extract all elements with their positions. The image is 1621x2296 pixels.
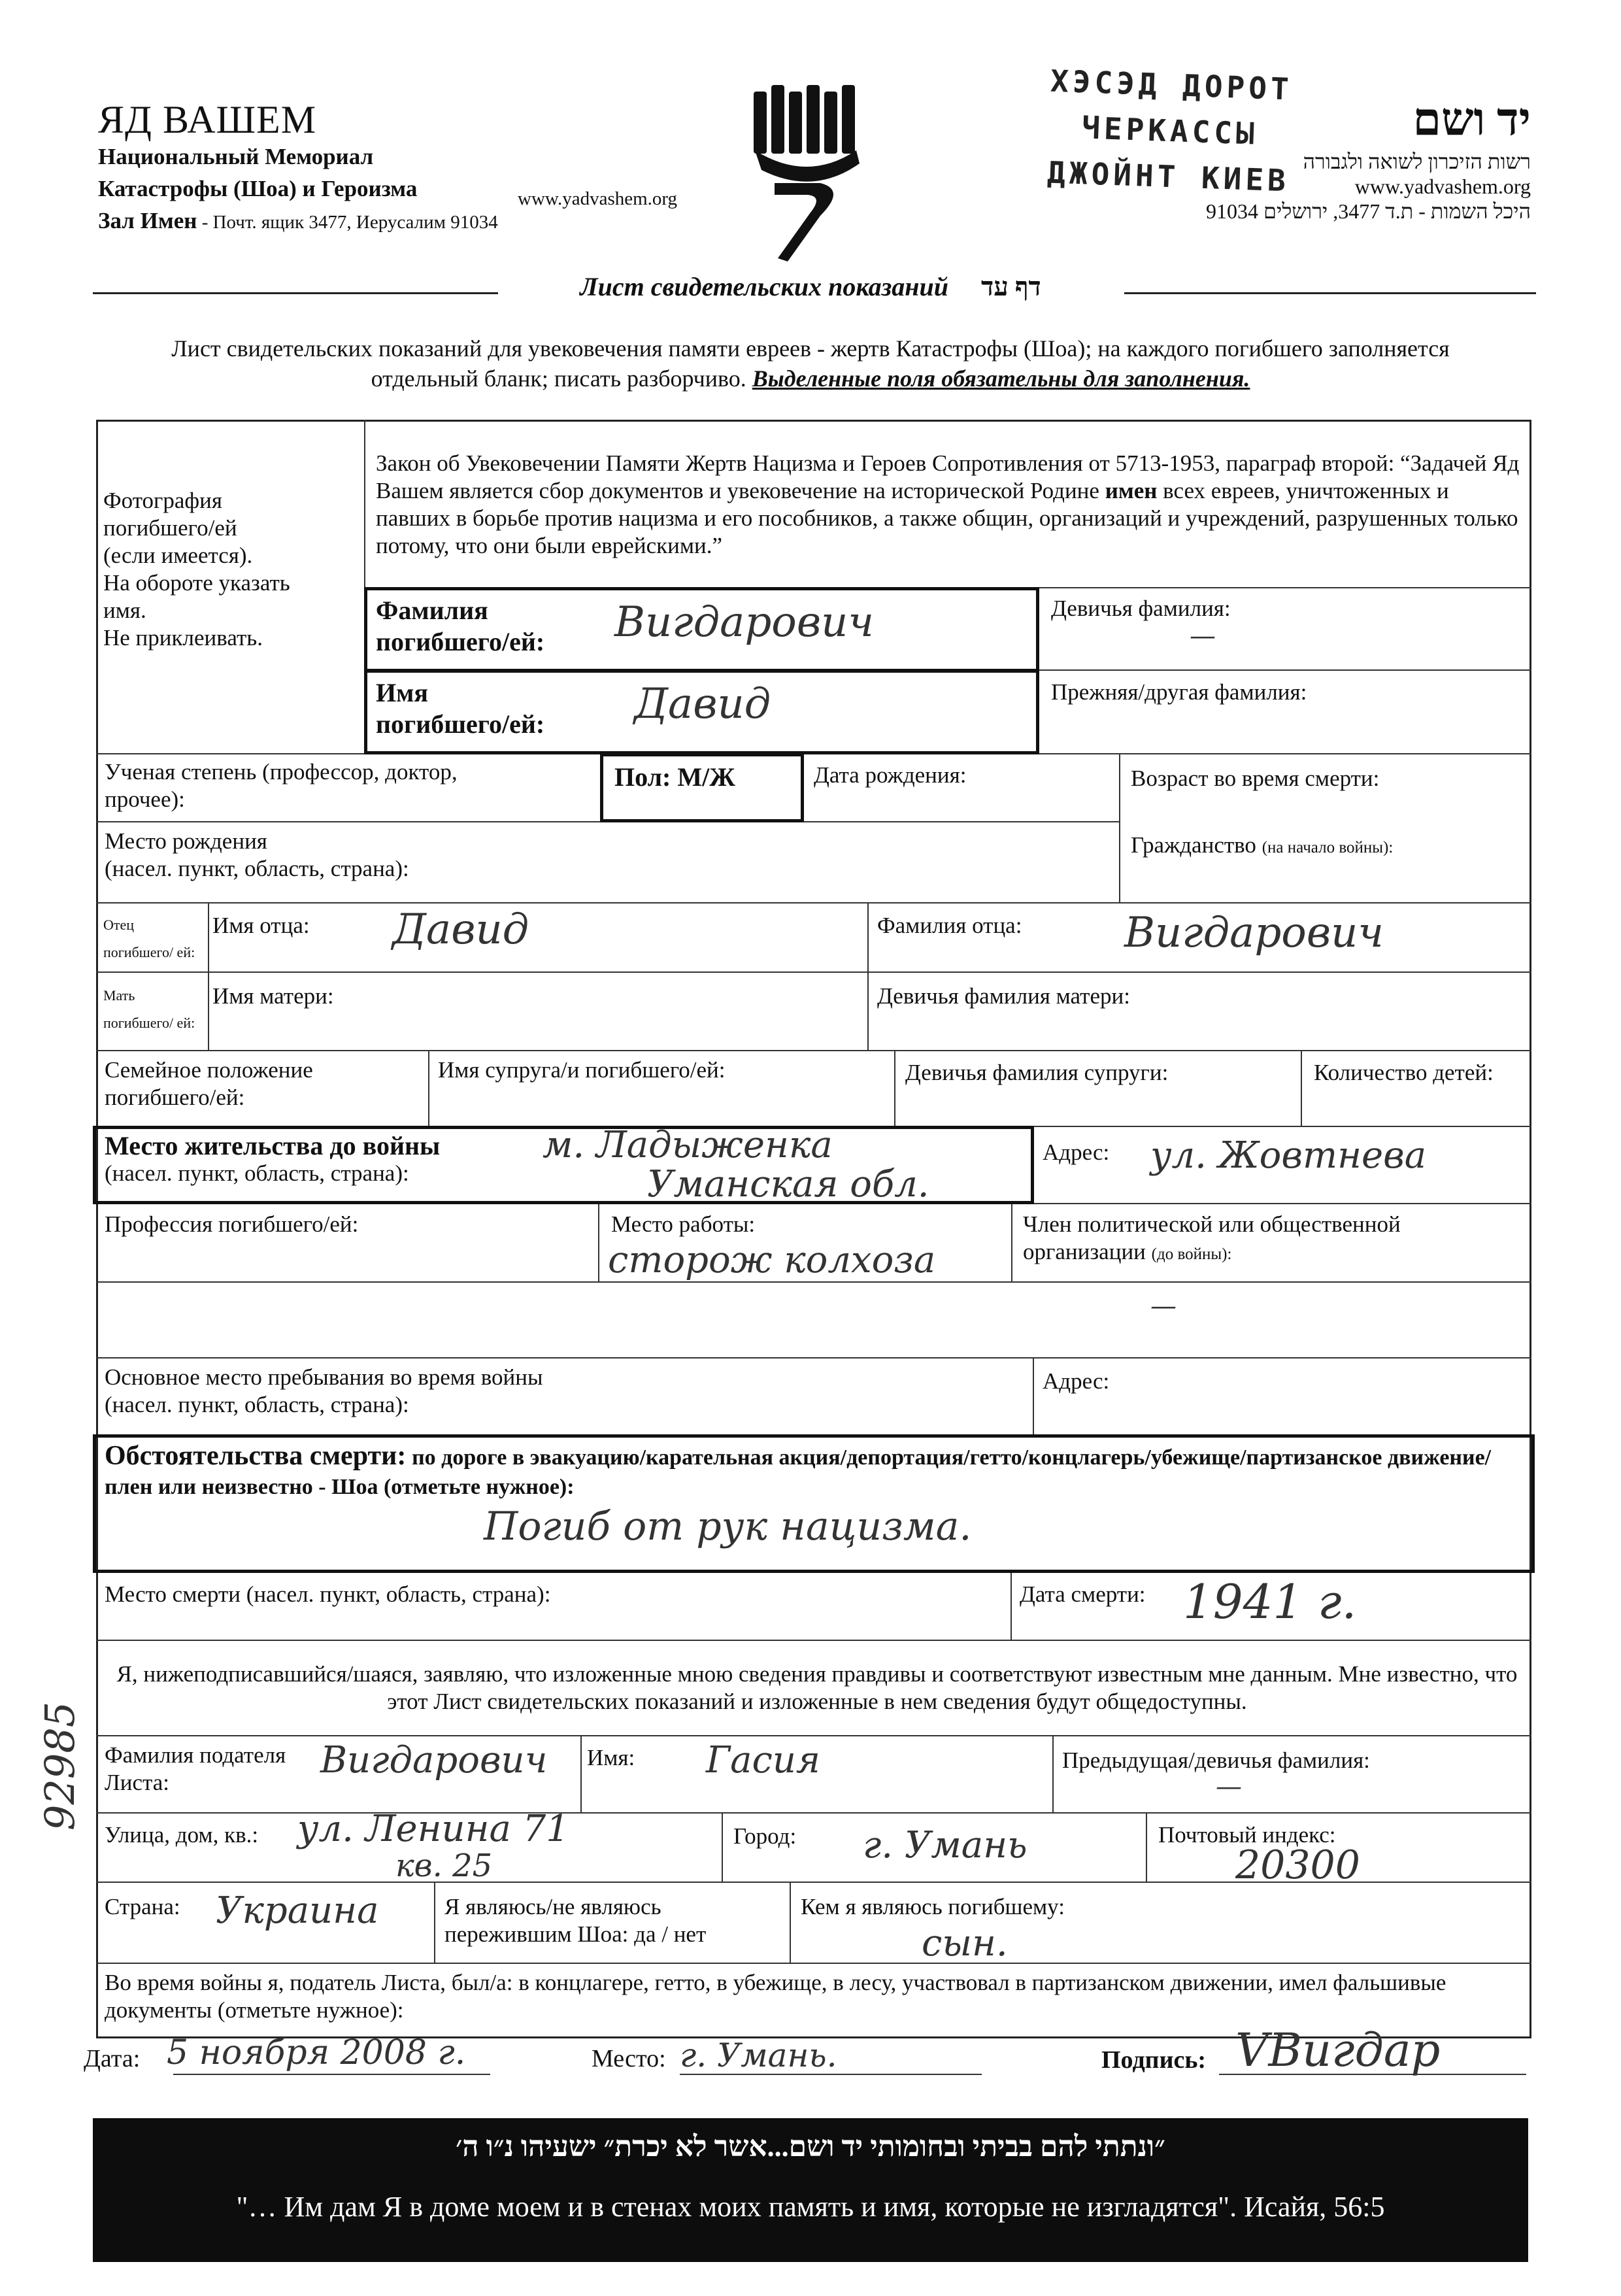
grid-line: [434, 1882, 435, 1963]
relation-value[interactable]: сын.: [922, 1922, 1008, 1965]
relation-label: Кем я являюсь погибшему:: [801, 1894, 1065, 1919]
death-circ-title: Обстоятельства смерти:: [105, 1441, 407, 1471]
war-address-label: Адрес:: [1043, 1368, 1110, 1394]
grid-line: [208, 902, 209, 1050]
survivor-label[interactable]: Я являюсь/не являюсь пережившим Шоа: да / нет: [444, 1894, 707, 1947]
submitter-surname-label: Фамилия подателя Листа:: [105, 1742, 286, 1795]
submitter-name-value[interactable]: Гасия: [706, 1739, 820, 1781]
other-surname-label: Прежняя/другая фамилия:: [1051, 679, 1307, 705]
law-text: [376, 450, 1520, 560]
country-label: Страна:: [105, 1894, 180, 1919]
law-text-part: всех евреев, уничтоженных и павших в борьбе против нацизма и его пособников, а также общин, организаций и учреждений, разрушенных только потому, что они были еврейскими.”: [376, 478, 1518, 558]
age-label: Возраст во время смерти:: [1131, 766, 1380, 791]
mother-maiden-label: Девичья фамилия матери:: [877, 983, 1130, 1009]
place-label: Место:: [592, 2045, 666, 2072]
mother-side-text: Мать погибшего/ ей:: [103, 987, 195, 1031]
name-value[interactable]: Давид: [634, 680, 771, 728]
death-date-label: Дата смерти:: [1020, 1581, 1146, 1607]
death-place-label: Место смерти (насел. пункт, область, страна):: [105, 1581, 551, 1607]
yad-vashem-logo-icon: [748, 85, 869, 262]
declaration-text: Я, нижеподписавшийся/шаяся, заявляю, что изложенные мною сведения правдивы и соответствуют известным мне данным. Мне известно, что этот Лист свидетельских показаний и изложенные в нем сведения будут общедоступны.: [116, 1661, 1518, 1714]
mother-name-label: Имя матери:: [212, 983, 334, 1009]
form-title-ru: Лист свидетельских показаний: [580, 272, 948, 301]
header-left: [98, 98, 498, 238]
war-place-label: Основное место пребывания во время войны (насел. пункт, область, страна):: [105, 1364, 543, 1417]
residence-label-main: Место жительства до войны: [105, 1131, 441, 1160]
submitter-surname-value[interactable]: Вигдарович: [320, 1739, 548, 1781]
member-value[interactable]: —: [1150, 1291, 1177, 1321]
city-value[interactable]: г. Умань: [863, 1824, 1028, 1866]
surname-label: Фамилия погибшего/ей:: [376, 596, 545, 656]
grid-line: [1301, 1050, 1302, 1126]
grid-line: [894, 1050, 895, 1126]
stamp-line3: ДЖОЙНТ КИЕВ: [1046, 154, 1290, 199]
country-value[interactable]: Украина: [216, 1889, 379, 1932]
grid-line: [96, 1640, 1531, 1641]
photo-note-line: Не приклеивать.: [103, 625, 263, 650]
form-intro: [118, 333, 1503, 394]
date-value[interactable]: 5 ноября 2008 г.: [167, 2033, 466, 2072]
death-circumstances-label: [105, 1442, 1523, 1502]
maiden-label: Девичья фамилия:: [1051, 596, 1231, 621]
street-line2: кв. 25: [395, 1848, 493, 1884]
street-line1: ул. Ленина 71: [297, 1808, 569, 1850]
father-name-label: Имя отца:: [212, 913, 310, 938]
address-value[interactable]: ул. Жовтнева: [1150, 1134, 1427, 1177]
he-line3: היכל השמות - ת.ד 3477, ירושלים 91034: [1206, 199, 1531, 223]
grid-line: [96, 971, 1531, 973]
signature-value[interactable]: VВигдар: [1235, 2023, 1441, 2077]
grid-line: [580, 1735, 582, 1812]
photo-note-line: имя.: [103, 598, 146, 623]
member-label-sub: (до войны):: [1151, 1245, 1232, 1263]
header-line1: Национальный Мемориал: [98, 144, 374, 169]
workplace-value[interactable]: сторож колхоза: [608, 1239, 936, 1281]
marital-label: Семейное положение погибшего/ей:: [105, 1057, 313, 1110]
hall-of-names: Зал Имен: [98, 208, 197, 233]
residence-line1: м. Ладыженка: [543, 1124, 833, 1166]
date-line: [173, 2074, 490, 2075]
grid-line: [1052, 1735, 1054, 1812]
submitter-name-label: Имя:: [587, 1745, 635, 1770]
zip-label: Почтовый индекс:: [1158, 1822, 1336, 1848]
grid-line: [96, 1050, 1531, 1051]
profession-label: Профессия погибшего/ей:: [105, 1211, 359, 1237]
residence-label: [105, 1132, 440, 1187]
father-side-text: Отец погибшего/ ей:: [103, 917, 195, 960]
death-date-value[interactable]: 1941 г.: [1183, 1574, 1357, 1629]
grid-line: [96, 902, 1531, 903]
grid-line: [428, 1050, 429, 1126]
org-name-he: יד ושם: [1412, 95, 1531, 145]
photo-note: [103, 487, 358, 652]
he-line1: רשות הזיכרון לשואה ולגבורה: [1303, 150, 1531, 173]
submitter-prev-label: Предыдущая/девичья фамилия:: [1062, 1747, 1370, 1773]
children-label: Количество детей:: [1314, 1060, 1494, 1085]
photo-note-line: Фотография: [103, 488, 222, 513]
he-url[interactable]: www.yadvashem.org: [1354, 175, 1531, 198]
grid-line: [96, 1281, 1531, 1283]
residence-value[interactable]: [543, 1126, 929, 1204]
law-text-part: Закон об Увековечении Памяти Жертв Нацизма и Героев Сопротивления от 5713-1953, параграф второй: “Задачей Яд Вашем является сбор документов и увековечение на исторической Родине: [376, 450, 1520, 503]
grid-line: [790, 1882, 791, 1963]
quote-banner: [93, 2118, 1528, 2262]
quote-he: ״ונתתי להם בביתי ובחומותי יד ושם...אשר לא יכרת״ ישעיהו נ״ו ה׳: [456, 2131, 1165, 2163]
street-value[interactable]: [297, 1808, 569, 1884]
grid-line: [1146, 1812, 1147, 1882]
stamp-line2: ЧЕРКАССЫ: [1081, 110, 1259, 152]
form-title: [0, 271, 1621, 302]
grid-line: [722, 1812, 723, 1882]
father-surname-value[interactable]: Вигдарович: [1124, 909, 1384, 957]
mother-side-label: [103, 979, 201, 1034]
grid-line: [1119, 753, 1120, 902]
grid-line: [96, 1357, 1531, 1359]
submitter-prev-value[interactable]: —: [1216, 1772, 1242, 1802]
death-circ-options[interactable]: по дороге в эвакуацию/карательная акция/депортация/гетто/концлагерь/убежище/партизанское движение/плен или неизвестно - Шоа (отметьте нужное):: [105, 1445, 1492, 1499]
intro-text: Лист свидетельских показаний для увековечения памяти евреев - жертв Катастрофы (Шоа); на каждого погибшего заполняется отдельный бланк; писать разборчиво.: [171, 335, 1450, 392]
org-name-ru: ЯД ВАШЕМ: [98, 98, 317, 141]
zip-value[interactable]: 20300: [1235, 1842, 1360, 1888]
surname-value[interactable]: Вигдарович: [614, 598, 875, 647]
signature-label: Подпись:: [1101, 2046, 1207, 2074]
intro-required: Выделенные поля обязательны для заполнения.: [752, 365, 1250, 392]
header-right: [1206, 92, 1531, 224]
member-label-main: Член политической или общественной организации: [1023, 1211, 1401, 1264]
quote-ru: "… Им дам Я в доме моем и в стенах моих память и имя, которые не изгладятся". Исайя, 56:5: [236, 2191, 1385, 2223]
header-line2: Катастрофы (Шоа) и Героизма: [98, 176, 418, 201]
grid-line: [867, 902, 869, 1050]
member-label: [1023, 1211, 1526, 1268]
grid-line: [1039, 669, 1531, 671]
death-circumstances-value[interactable]: Погиб от рук нацизма.: [484, 1504, 972, 1549]
archive-number: 92985: [36, 1701, 84, 1831]
workplace-label: Место работы:: [611, 1211, 756, 1237]
address-label: Адрес:: [1043, 1140, 1110, 1165]
grid-line: [1011, 1203, 1012, 1281]
date-label: Дата:: [84, 2045, 141, 2072]
birthplace-label-main: Место рождения: [105, 828, 267, 854]
grid-line: [96, 1735, 1531, 1736]
citizenship-label: [1131, 832, 1393, 862]
city-label: Город:: [733, 1823, 797, 1849]
father-side-label: [103, 909, 201, 964]
website-url[interactable]: www.yadvashem.org: [518, 188, 678, 209]
citizenship-label-sub: (на начало войны):: [1262, 839, 1394, 856]
stamp-line1: ХЭСЭД ДОРОТ: [1050, 63, 1294, 107]
spouse-maiden-label: Девичья фамилия супруги:: [905, 1060, 1169, 1085]
citizenship-label-main: Гражданство: [1131, 832, 1256, 858]
grid-line: [96, 1963, 1531, 1964]
photo-note-line: погибшего/ей: [103, 515, 237, 541]
photo-note-line: На обороте указать: [103, 570, 290, 596]
sex-label[interactable]: Пол: М/Ж: [614, 762, 735, 792]
form-title-he: דף עד: [980, 272, 1041, 301]
street-label: Улица, дом, кв.:: [105, 1822, 259, 1848]
grid-line: [1033, 1357, 1034, 1434]
place-value[interactable]: г. Умань.: [680, 2036, 837, 2074]
birthplace-label-sub: (насел. пункт, область, страна):: [105, 856, 409, 881]
father-surname-label: Фамилия отца:: [877, 913, 1022, 938]
wartime-label[interactable]: Во время войны я, податель Листа, был/а: в концлагере, гетто, в убежище, в лесу, участвовал в партизанском движении, имел фальшивые документы (отметьте нужное):: [105, 1970, 1446, 2023]
residence-line2: Уманская обл.: [647, 1163, 929, 1206]
maiden-value[interactable]: —: [1190, 621, 1216, 651]
postal-address: - Почт. ящик 3477, Иерусалим 91034: [197, 212, 498, 233]
photo-note-line: (если имеется).: [103, 543, 253, 568]
birthplace-label: [105, 828, 409, 883]
father-name-value[interactable]: Давид: [392, 905, 529, 954]
birthdate-label: Дата рождения:: [814, 762, 967, 788]
grid-line: [1011, 1572, 1012, 1640]
residence-label-sub: (насел. пункт, область, страна):: [105, 1160, 409, 1186]
grid-line: [598, 1203, 599, 1281]
law-text-bold: имен: [1105, 478, 1158, 503]
name-label: Имя погибшего/ей:: [376, 678, 545, 739]
spouse-name-label: Имя супруга/и погибшего/ей:: [438, 1057, 726, 1083]
degree-label: Ученая степень (профессор, доктор, прочее):: [105, 759, 458, 812]
